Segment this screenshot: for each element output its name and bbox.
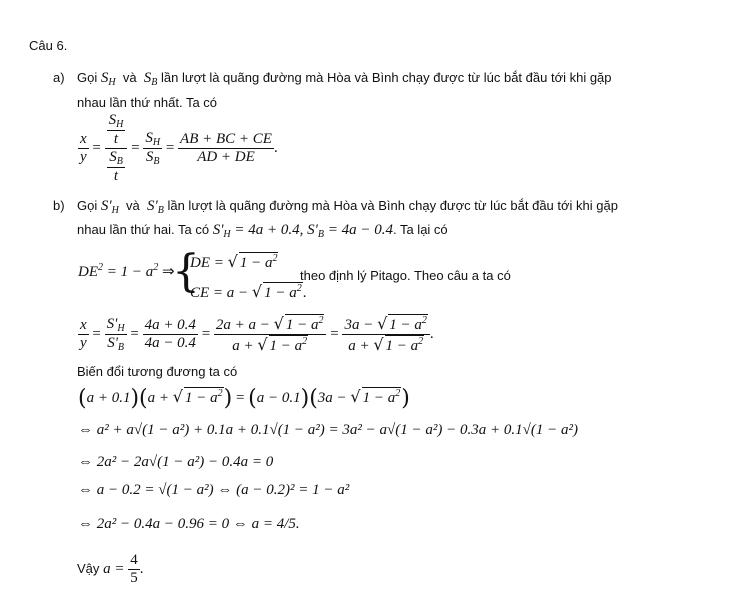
derivation-line-2: ⇔ a² + a√(1 − a²) + 0.1a + 0.1√(1 − a²) = 3a² − a√(1 − a²) − 0.3a + 0.1√(1 − a²) <box>78 422 578 438</box>
part-a-equation: $\frac{x}{y}$ = $\frac{\frac{S_H}{t}}{\frac{S_B}{t}}$ = $\frac{S_H}{S_B}$ = $\frac{AB + BC + CE}{AD + DE}$ . <box>80 112 278 184</box>
de-squared-equation: $DE^2 = 1 - a^2$ ⇒ <box>78 262 175 280</box>
part-b-intro-line2: nhau lần thứ hai. Ta có $S'_H = 4a + 0.4$, $S'_B = 4a - 0.4$. Ta lại có <box>77 222 448 240</box>
part-b-intro-line1: Gọi $S'_H$ và $S'_B$ lần lượt là quãng đường mà Hòa và Bình chạy được từ lúc bắt đầu tới khi gặp <box>77 198 618 216</box>
pitago-text: theo định lý Pitago. Theo câu a ta có <box>300 268 511 283</box>
sb-symbol: $S_B$ <box>143 70 158 88</box>
part-a-intro-line1: Gọi $S_H$ và $S_B$ lần lượt là quãng đường mà Hòa và Bình chạy được từ lúc bắt đầu tới khi gặp <box>77 70 612 88</box>
system-line-ce: CE = a − √ $1 - a^2$. <box>190 282 307 301</box>
derivation-line-4: ⇔ a − 0.2 = √(1 − a²) ⇔ (a − 0.2)² = 1 − a² <box>78 482 350 498</box>
conclusion: Vậy a = $\frac{4}{5}$ . <box>77 552 144 586</box>
question-title: Câu 6. <box>29 38 68 53</box>
part-b-fraction-chain: $\frac{x}{y}$ = $\frac{S'_H}{S'_B}$ = $\frac{4a + 0.4}{4a - 0.4}$ = $\frac{2a + a - √ 1 - a^2}{a + √ 1 - a^2}$ = $\frac{3a - √ 1 - a^2}{a + √ 1 - a^2}$ . <box>80 314 434 354</box>
derivation-line-5: ⇔ 2a² − 0.4a − 0.96 = 0 ⇔ a = 4/5. <box>78 516 300 532</box>
part-a-intro-line2: nhau lần thứ nhất. Ta có <box>77 95 218 110</box>
derivation-line-3: ⇔ 2a² − 2a√(1 − a²) − 0.4a = 0 <box>78 454 274 470</box>
sh-symbol: $S_H$ <box>100 70 116 88</box>
system-line-de: DE = √ $1 - a^2$ <box>190 252 278 271</box>
derivation-line-1: (a + 0.1)(a + √ $1 - a^2) = (a - 0.1)(3a$ − √ $1 - a^2$) <box>78 386 410 411</box>
part-a-marker: a) <box>53 70 65 85</box>
transform-text: Biến đổi tương đương ta có <box>77 364 238 379</box>
system-brace: { <box>172 246 200 297</box>
part-b-marker: b) <box>53 198 65 213</box>
